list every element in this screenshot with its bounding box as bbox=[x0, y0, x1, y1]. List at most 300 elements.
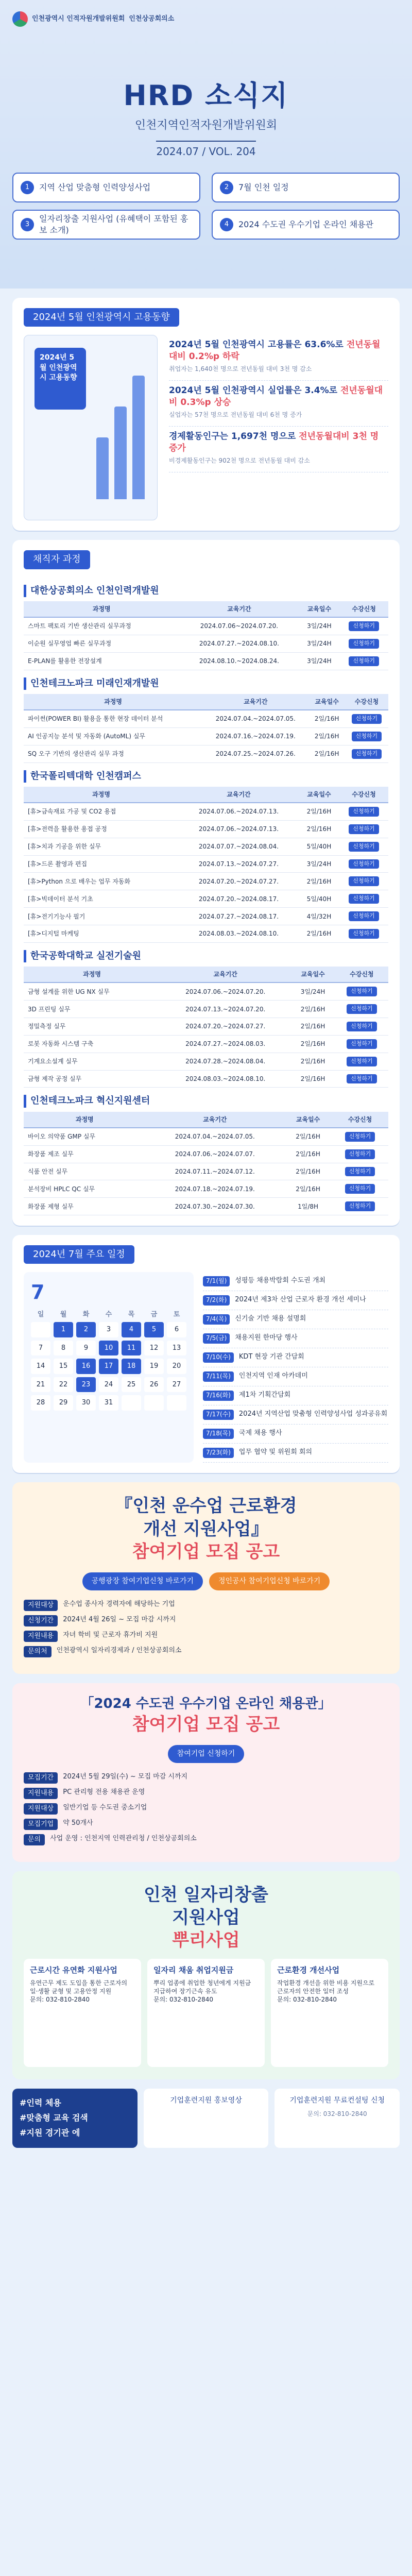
course-days: 2일/16H bbox=[309, 727, 345, 745]
apply-button[interactable]: 신청하기 bbox=[345, 1167, 375, 1177]
detail-key: 모집기업 bbox=[24, 1819, 58, 1830]
apply-button[interactable]: 신청하기 bbox=[349, 911, 379, 921]
course-name: 바이오 의약품 GMP 실무 bbox=[24, 1128, 146, 1145]
apply-cell bbox=[339, 908, 388, 925]
course-period: 2024.07.27.~2024.08.03. bbox=[160, 1035, 290, 1053]
column-header: 수강신청 bbox=[345, 694, 388, 710]
weekday-header: 토 bbox=[173, 1310, 180, 1318]
table-header-row bbox=[24, 1112, 388, 1128]
card-title: 근로환경 개선사업 bbox=[277, 1965, 340, 1975]
column-header: 교육일수 bbox=[309, 694, 345, 710]
apply-cell bbox=[335, 982, 388, 1000]
course-group-title: 대한상공회의소 인천인력개발원 bbox=[24, 585, 388, 597]
detail-key: 지원내용 bbox=[24, 1788, 58, 1799]
event-text: 업무 협약 및 위원회 회의 bbox=[238, 1448, 313, 1456]
detail-key: 지원대상 bbox=[24, 1803, 58, 1815]
column-header: 교육기간 bbox=[179, 787, 299, 803]
apply-button[interactable]: 신청하기 bbox=[345, 1149, 375, 1159]
course-period: 2024.07.27.~2024.08.17. bbox=[179, 908, 299, 925]
course-days: 2일/16H bbox=[290, 1018, 335, 1036]
detail-row bbox=[24, 1646, 388, 1657]
course-days: 5일/40H bbox=[299, 890, 339, 908]
table-row bbox=[24, 617, 388, 635]
course-table bbox=[24, 694, 388, 763]
apply-button[interactable]: 신청하기 bbox=[352, 732, 382, 741]
table-row bbox=[24, 1001, 388, 1018]
column-header: 수강신청 bbox=[339, 787, 388, 803]
course-name: 금형 설계를 위한 UG NX 실무 bbox=[24, 982, 160, 1000]
detail-row bbox=[24, 1615, 388, 1626]
apply-button[interactable]: 신청하기 bbox=[345, 1201, 375, 1211]
notice-title: 인천 일자리창출 지원사업 뿌리사업 bbox=[144, 1884, 268, 1951]
toc-item[interactable]: 1 지역 산업 맞춤형 인력양성사업 bbox=[12, 173, 200, 202]
table-row bbox=[24, 1018, 388, 1036]
column-header: 과정명 bbox=[24, 967, 160, 982]
promo-video-button[interactable]: 기업훈련지원 홍보영상 bbox=[144, 2089, 269, 2147]
course-name: 화장품 제형 실무 bbox=[24, 1198, 146, 1215]
event-date: 7/11(목) bbox=[203, 1371, 234, 1382]
calendar-day[interactable]: 3 bbox=[99, 1322, 118, 1337]
table-header-row bbox=[24, 694, 388, 710]
course-period: 2024.07.25.~2024.07.26. bbox=[202, 745, 308, 762]
apply-cell bbox=[339, 873, 388, 890]
apply-cell bbox=[332, 1145, 388, 1163]
support-cards bbox=[24, 1959, 388, 2067]
detail-row bbox=[24, 1631, 388, 1642]
course-period: 2024.07.20.~2024.07.27. bbox=[160, 1018, 290, 1036]
detail-value: 약 50개사 bbox=[63, 1819, 93, 1827]
event-item bbox=[203, 1444, 388, 1463]
course-period: 2024.08.03.~2024.08.10. bbox=[160, 1070, 290, 1088]
apply-cell bbox=[332, 1163, 388, 1180]
section-tag: 2024년 7월 주요 일정 bbox=[24, 1245, 134, 1264]
calendar-day[interactable]: 18 bbox=[122, 1359, 141, 1374]
course-days: 1일/8H bbox=[284, 1198, 332, 1215]
notice-title: 「2024 수도권 우수기업 온라인 채용관」 참여기업 모집 공고 bbox=[80, 1696, 332, 1735]
apply-button[interactable]: 신청하기 bbox=[349, 656, 379, 666]
apply-button[interactable]: 신청하기 bbox=[347, 1039, 377, 1049]
course-days: 2일/16H bbox=[290, 1035, 335, 1053]
footer bbox=[12, 2089, 400, 2147]
course-name: 3D 프린팅 실무 bbox=[24, 1001, 160, 1018]
apply-button[interactable]: 신청하기 bbox=[352, 749, 382, 759]
table-row bbox=[24, 908, 388, 925]
calendar-day[interactable]: 4 bbox=[122, 1322, 141, 1337]
course-groups bbox=[24, 585, 388, 1216]
support-card[interactable] bbox=[147, 1959, 265, 2067]
table-row bbox=[24, 1180, 388, 1198]
course-days: 2일/16H bbox=[290, 1070, 335, 1088]
event-date: 7/2(화) bbox=[203, 1295, 230, 1306]
table-row bbox=[24, 1053, 388, 1070]
calendar-day[interactable]: 13 bbox=[167, 1341, 186, 1356]
event-text: 국제 채용 행사 bbox=[238, 1429, 282, 1437]
course-period: 2024.07.07.~2024.08.04. bbox=[179, 838, 299, 855]
course-period: 2024.07.11.~2024.07.12. bbox=[146, 1163, 285, 1180]
bar-icon bbox=[114, 406, 127, 499]
column-header: 수강신청 bbox=[339, 601, 388, 617]
stat-item: 2024년 5월 인천광역시 실업률은 3.4%로 전년동월대비 0.3%p 상승 실업자는 57천 명으로 전년동월 대비 6천 명 증가 bbox=[169, 381, 388, 427]
event-text: 신기술 기반 채용 설명회 bbox=[235, 1315, 306, 1323]
calendar-day[interactable]: 22 bbox=[54, 1377, 73, 1393]
table-row bbox=[24, 925, 388, 943]
detail-key: 지원내용 bbox=[24, 1631, 58, 1642]
course-days: 3일/24H bbox=[299, 635, 339, 652]
calendar-day[interactable]: 11 bbox=[122, 1341, 141, 1356]
toc-item[interactable]: 2 7월 인천 일정 bbox=[212, 173, 400, 202]
table-row bbox=[24, 890, 388, 908]
notice-title: 『인천 운수업 근로환경 개선 지원사업』 참여기업 모집 공고 bbox=[115, 1496, 297, 1562]
course-name: 이순원 실무영업 빠른 실무과정 bbox=[24, 635, 179, 652]
event-date: 7/18(목) bbox=[203, 1429, 234, 1439]
event-list bbox=[203, 1272, 388, 1463]
apply-button[interactable]: 신청하기 bbox=[345, 1132, 375, 1142]
course-period: 2024.07.13.~2024.07.27. bbox=[179, 855, 299, 873]
course-days: 2일/16H bbox=[284, 1163, 332, 1180]
table-row bbox=[24, 820, 388, 838]
apply-cell bbox=[335, 1035, 388, 1053]
course-days: 2일/16H bbox=[299, 873, 339, 890]
hashtags: #인력 체용 #맞춤형 교육 검색 #지원 경기관 에 bbox=[12, 2089, 138, 2147]
apply-cell bbox=[332, 1198, 388, 1215]
table-row bbox=[24, 1035, 388, 1053]
support-card[interactable] bbox=[271, 1959, 388, 2067]
stats-illustration bbox=[24, 335, 158, 520]
page-title: HRD 소식지 bbox=[123, 79, 289, 112]
apply-button[interactable]: 신청하기 bbox=[349, 842, 379, 852]
section-tag: 채직자 과정 bbox=[24, 550, 90, 569]
event-text: 성평등 채용박람회 수도권 개최 bbox=[235, 1277, 325, 1285]
course-name: [휴>전기기능사 필기 bbox=[24, 908, 179, 925]
calendar-day[interactable]: 17 bbox=[99, 1359, 118, 1374]
table-row bbox=[24, 838, 388, 855]
course-period: 2024.07.27.~2024.08.10. bbox=[179, 635, 299, 652]
course-period: 2024.07.06.~2024.07.13. bbox=[179, 820, 299, 838]
calendar-day[interactable]: 27 bbox=[167, 1377, 186, 1393]
event-text: 채용지원 한마당 행사 bbox=[235, 1334, 298, 1342]
table-row bbox=[24, 1198, 388, 1215]
card-title: 근로시간 유연화 지원사업 bbox=[30, 1965, 117, 1975]
course-name: 분석장비 HPLC QC 실무 bbox=[24, 1180, 146, 1198]
calendar-day[interactable]: 7 bbox=[31, 1341, 50, 1356]
table-row bbox=[24, 1163, 388, 1180]
logo-mark-icon bbox=[12, 11, 28, 27]
course-name: 파이썬(POWER BI) 활용을 통한 현장 데이터 분석 bbox=[24, 710, 202, 727]
course-table bbox=[24, 967, 388, 1088]
weekday-header: 수 bbox=[105, 1310, 112, 1318]
course-days: 2일/16H bbox=[299, 820, 339, 838]
calendar-day bbox=[122, 1395, 141, 1411]
course-days: 2일/16H bbox=[299, 925, 339, 943]
course-period: 2024.07.20.~2024.07.27. bbox=[179, 873, 299, 890]
course-name: AI 인공지능 분석 및 자동화 (AutoML) 실무 bbox=[24, 727, 202, 745]
detail-value: 2024년 5월 29일(수) ~ 모집 마감 시까지 bbox=[63, 1772, 188, 1781]
event-date: 7/5(금) bbox=[203, 1333, 230, 1344]
apply-cell bbox=[335, 1070, 388, 1088]
course-period: 2024.07.30.~2024.07.30. bbox=[146, 1198, 285, 1215]
logo bbox=[12, 11, 174, 27]
apply-button[interactable]: 신청하기 bbox=[349, 876, 379, 886]
table-header-row bbox=[24, 967, 388, 982]
course-group-title: 인천테크노파크 미래인재개발원 bbox=[24, 677, 388, 690]
calendar-day[interactable]: 20 bbox=[167, 1359, 186, 1374]
apply-button[interactable]: 신청하기 bbox=[349, 621, 379, 631]
apply-cell bbox=[339, 855, 388, 873]
apply-cell bbox=[345, 745, 388, 762]
table-row bbox=[24, 1128, 388, 1145]
stats-badge: 2024년 5월 인천광역시 고용동향 bbox=[35, 348, 86, 410]
org-name: 인천지역인적자원개발위원회 bbox=[134, 118, 278, 132]
issue-label: 2024.07 / VOL. 204 bbox=[156, 141, 255, 159]
event-item bbox=[203, 1291, 388, 1310]
card-body: 작업환경 개선을 위한 비용 지원으로 근로자의 안전한 일터 조성 bbox=[277, 1979, 375, 1995]
apply-button[interactable]: 신청하기 bbox=[352, 714, 382, 724]
column-header: 수강신청 bbox=[335, 967, 388, 982]
apply-button[interactable]: 신청하기 bbox=[347, 1022, 377, 1031]
calendar-day[interactable]: 6 bbox=[167, 1322, 186, 1337]
apply-button[interactable]: 신청하기 bbox=[349, 859, 379, 869]
course-group-title: 인천테크노파크 혁신지원센터 bbox=[24, 1095, 388, 1107]
apply-button[interactable]: 신청하기 bbox=[347, 1057, 377, 1066]
table-row bbox=[24, 873, 388, 890]
course-table bbox=[24, 601, 388, 670]
consulting-button[interactable]: 기업훈련지원 무료컨설팅 신청 문의: 032-810-2840 bbox=[274, 2089, 400, 2147]
detail-key: 지원대상 bbox=[24, 1600, 58, 1611]
calendar-day[interactable]: 9 bbox=[76, 1341, 96, 1356]
course-period: 2024.07.13.~2024.07.20. bbox=[160, 1001, 290, 1018]
detail-key: 신청기간 bbox=[24, 1615, 58, 1626]
calendar-day[interactable]: 16 bbox=[76, 1359, 96, 1374]
apply-button[interactable]: 신청하기 bbox=[349, 807, 379, 817]
table-row bbox=[24, 710, 388, 727]
apply-button[interactable]: 신청하기 bbox=[349, 929, 379, 939]
detail-value: 사업 운영 : 인천지역 인력관리청 / 인천상공회의소 bbox=[50, 1834, 197, 1842]
column-header: 과정명 bbox=[24, 1112, 146, 1128]
apply-button[interactable]: 신청하기 bbox=[347, 1074, 377, 1084]
calendar-day[interactable]: 12 bbox=[144, 1341, 164, 1356]
apply-cell bbox=[345, 710, 388, 727]
table-row bbox=[24, 1145, 388, 1163]
card-contact: 문의: 032-810-2840 bbox=[30, 1995, 90, 2003]
course-name: 기계요소설계 실무 bbox=[24, 1053, 160, 1070]
event-date: 7/1(월) bbox=[203, 1276, 230, 1286]
detail-value: PC 관리형 전용 채용관 운영 bbox=[63, 1788, 145, 1796]
calendar-day[interactable]: 30 bbox=[76, 1395, 96, 1411]
course-group-title: 한국공학대학교 실전기술원 bbox=[24, 950, 388, 962]
calendar-day[interactable]: 5 bbox=[144, 1322, 164, 1337]
apply-button[interactable]: 신청하기 bbox=[349, 894, 379, 904]
course-name: 금형 제작 공정 실무 bbox=[24, 1070, 160, 1088]
event-text: 2024년 제3차 산업 근로자 환경 개선 세미나 bbox=[235, 1296, 366, 1304]
column-header: 교육일수 bbox=[299, 787, 339, 803]
detail-value: 2024년 4월 26일 ~ 모집 마감 시까지 bbox=[63, 1615, 176, 1623]
apply-cell bbox=[339, 652, 388, 670]
org-top: 인천광역시 인적자원개발위원회 bbox=[32, 15, 125, 23]
apply-button[interactable]: 정인공사 참여기업신청 바로가기 bbox=[209, 1572, 330, 1590]
table-row bbox=[24, 745, 388, 762]
column-header: 교육일수 bbox=[299, 601, 339, 617]
apply-cell bbox=[339, 617, 388, 635]
apply-cell bbox=[335, 1018, 388, 1036]
stat-item: 2024년 5월 인천광역시 고용률은 63.6%로 전년동월대비 0.2%p 하락 취업자는 1,640천 명으로 전년동월 대비 3천 명 감소 bbox=[169, 335, 388, 381]
course-period: 2024.07.06.~2024.07.07. bbox=[146, 1145, 285, 1163]
detail-key: 문의 bbox=[24, 1834, 45, 1845]
calendar-day[interactable]: 28 bbox=[31, 1395, 50, 1411]
column-header: 교육일수 bbox=[290, 967, 335, 982]
course-name: [휴>금속재료 가공 및 CO2 용접 bbox=[24, 803, 179, 820]
column-header: 교육기간 bbox=[179, 601, 299, 617]
course-period: 2024.08.03.~2024.08.10. bbox=[179, 925, 299, 943]
column-header: 과정명 bbox=[24, 787, 179, 803]
header bbox=[0, 0, 412, 289]
apply-cell bbox=[339, 820, 388, 838]
notice-details bbox=[24, 1772, 388, 1845]
table-row bbox=[24, 727, 388, 745]
course-days: 3일/24H bbox=[299, 617, 339, 635]
course-name: SQ 오구 기반의 생산관리 실무 과정 bbox=[24, 745, 202, 762]
table-row bbox=[24, 855, 388, 873]
course-days: 2일/16H bbox=[284, 1145, 332, 1163]
calendar-day[interactable]: 31 bbox=[99, 1395, 118, 1411]
apply-button[interactable]: 신청하기 bbox=[347, 1004, 377, 1014]
table-row bbox=[24, 635, 388, 652]
calendar-day[interactable]: 10 bbox=[99, 1341, 118, 1356]
apply-cell bbox=[339, 838, 388, 855]
course-name: [휴>디지털 마케팅 bbox=[24, 925, 179, 943]
weekday-header: 월 bbox=[60, 1310, 67, 1318]
course-name: 로봇 자동화 시스템 구축 bbox=[24, 1035, 160, 1053]
calendar-day[interactable]: 26 bbox=[144, 1377, 164, 1393]
calendar-day[interactable]: 25 bbox=[122, 1377, 141, 1393]
notice-online-fair bbox=[12, 1683, 400, 1862]
calendar-day[interactable]: 15 bbox=[54, 1359, 73, 1374]
event-item bbox=[203, 1310, 388, 1329]
notice-transport bbox=[12, 1482, 400, 1673]
apply-cell bbox=[335, 1001, 388, 1018]
toc-item[interactable]: 4 2024 수도권 우수기업 온라인 채용관 bbox=[212, 210, 400, 240]
course-days: 3일/24H bbox=[299, 652, 339, 670]
apply-cell bbox=[345, 727, 388, 745]
calendar-day[interactable]: 23 bbox=[76, 1377, 96, 1393]
event-item bbox=[203, 1367, 388, 1386]
calendar-section bbox=[12, 1235, 400, 1473]
card-contact: 문의: 032-810-2840 bbox=[277, 1995, 337, 2003]
course-period: 2024.07.18.~2024.07.19. bbox=[146, 1180, 285, 1198]
detail-value: 일반기업 등 수도권 중소기업 bbox=[63, 1803, 147, 1811]
apply-button[interactable]: 신청하기 bbox=[349, 824, 379, 834]
event-text: 2024년 지역산업 맞춤형 인력양성사업 성과공유회 bbox=[238, 1410, 388, 1418]
calendar-day[interactable]: 8 bbox=[54, 1341, 73, 1356]
calendar-day[interactable]: 2 bbox=[76, 1322, 96, 1337]
course-name: 스마트 팩토리 기반 생산관리 실무과정 bbox=[24, 617, 179, 635]
column-header: 과정명 bbox=[24, 601, 179, 617]
course-period: 2024.07.28.~2024.08.04. bbox=[160, 1053, 290, 1070]
calendar-day bbox=[144, 1395, 164, 1411]
course-days: 2일/16H bbox=[309, 710, 345, 727]
course-days: 3일/24H bbox=[299, 855, 339, 873]
apply-button[interactable]: 참여기업 신청하기 bbox=[168, 1745, 245, 1763]
event-date: 7/16(화) bbox=[203, 1391, 234, 1401]
detail-row bbox=[24, 1803, 388, 1815]
course-period: 2024.07.16.~2024.07.19. bbox=[202, 727, 308, 745]
event-item bbox=[203, 1348, 388, 1367]
weekday-header: 목 bbox=[128, 1310, 135, 1318]
course-days: 2일/16H bbox=[290, 1001, 335, 1018]
calendar-day[interactable]: 1 bbox=[54, 1322, 73, 1337]
event-date: 7/10(수) bbox=[203, 1352, 234, 1363]
course-period: 2024.07.06.~2024.07.20. bbox=[160, 982, 290, 1000]
course-days: 2일/16H bbox=[299, 803, 339, 820]
event-date: 7/17(수) bbox=[203, 1410, 234, 1420]
calendar-day[interactable]: 29 bbox=[54, 1395, 73, 1411]
apply-cell bbox=[339, 890, 388, 908]
weekday-header: 일 bbox=[37, 1310, 44, 1318]
detail-value: 운수업 종사자 경력자에 해당하는 기업 bbox=[63, 1600, 175, 1608]
calendar-day[interactable]: 21 bbox=[31, 1377, 50, 1393]
apply-cell bbox=[332, 1180, 388, 1198]
apply-button[interactable]: 신청하기 bbox=[345, 1184, 375, 1194]
month-number: 7 bbox=[31, 1281, 45, 1304]
column-header: 교육기간 bbox=[146, 1112, 285, 1128]
course-name: [휴>Python 으로 배우는 업무 자동화 bbox=[24, 873, 179, 890]
calendar-day bbox=[167, 1395, 186, 1411]
card-body: 유연근무 제도 도입을 통한 근로자의 일·생활 균형 및 고용안정 지원 bbox=[30, 1979, 128, 1995]
detail-key: 문의처 bbox=[24, 1646, 52, 1657]
month-calendar bbox=[24, 1272, 194, 1463]
bar-icon bbox=[132, 376, 145, 499]
apply-button[interactable]: 공행광장 참여기업신청 바로가기 bbox=[82, 1572, 203, 1590]
stats-list bbox=[169, 335, 388, 520]
detail-row bbox=[24, 1834, 388, 1845]
support-card[interactable] bbox=[24, 1959, 141, 2067]
table-header-row bbox=[24, 787, 388, 803]
course-days: 3일/24H bbox=[290, 982, 335, 1000]
event-item bbox=[203, 1272, 388, 1291]
course-name: 화장품 제조 실무 bbox=[24, 1145, 146, 1163]
employment-stats bbox=[12, 298, 400, 531]
column-header: 과정명 bbox=[24, 694, 202, 710]
course-days: 2일/16H bbox=[290, 1053, 335, 1070]
apply-cell bbox=[339, 925, 388, 943]
detail-value: 인천광역시 일자리경제과 / 인천상공회의소 bbox=[56, 1646, 182, 1654]
event-item bbox=[203, 1329, 388, 1348]
apply-cell bbox=[335, 1053, 388, 1070]
detail-row bbox=[24, 1819, 388, 1830]
calendar-day[interactable]: 19 bbox=[144, 1359, 164, 1374]
column-header: 교육기간 bbox=[202, 694, 308, 710]
apply-button[interactable]: 신청하기 bbox=[349, 639, 379, 649]
course-days: 2일/16H bbox=[284, 1180, 332, 1198]
calendar-day[interactable]: 14 bbox=[31, 1359, 50, 1374]
notice-details bbox=[24, 1600, 388, 1657]
apply-button[interactable]: 신청하기 bbox=[347, 987, 377, 996]
event-text: 제1차 기획간담회 bbox=[238, 1391, 291, 1399]
calendar-day[interactable]: 24 bbox=[99, 1377, 118, 1393]
toc-item[interactable]: 3 일자리창출 지원사업 (유혜택이 포함된 홍보 소개) bbox=[12, 210, 200, 240]
bar-icon bbox=[96, 437, 109, 499]
event-text: 인천지역 인재 아카데미 bbox=[238, 1372, 308, 1380]
apply-cell bbox=[339, 635, 388, 652]
column-header: 교육일수 bbox=[284, 1112, 332, 1128]
event-text: KDT 현장 기관 간담회 bbox=[238, 1353, 304, 1361]
course-name: [휴>드론 촬영과 편집 bbox=[24, 855, 179, 873]
apply-cell bbox=[339, 803, 388, 820]
detail-row bbox=[24, 1772, 388, 1784]
course-days: 5일/40H bbox=[299, 838, 339, 855]
detail-row bbox=[24, 1600, 388, 1611]
course-days: 2일/16H bbox=[309, 745, 345, 762]
card-title: 일자리 채움 취업지원금 bbox=[153, 1965, 234, 1975]
